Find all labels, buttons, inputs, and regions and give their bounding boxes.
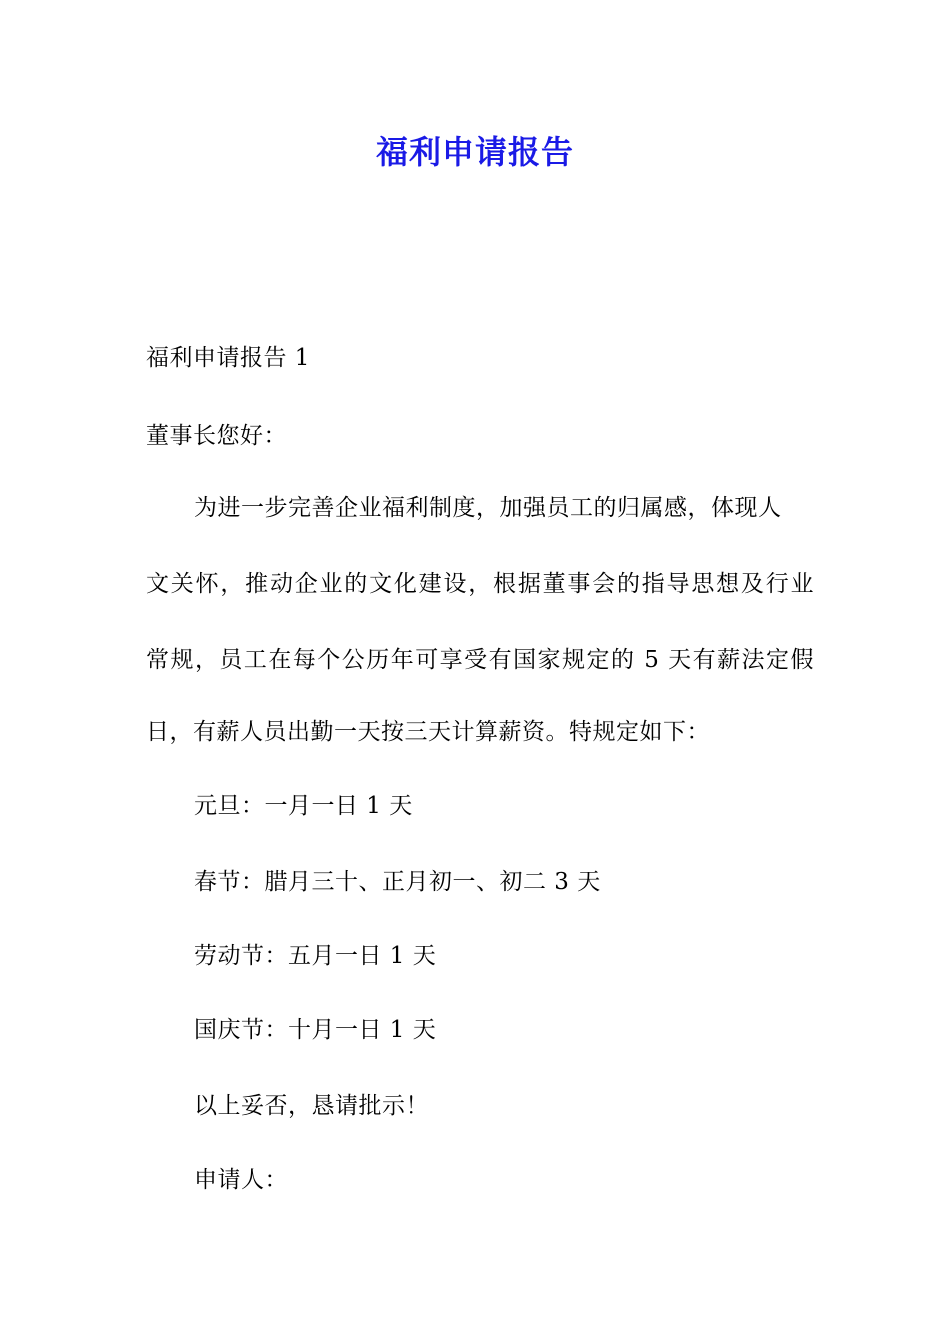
holiday-spring-festival: 春节：腊月三十、正月初一、初二 3 天: [194, 869, 601, 895]
applicant-label: 申请人：: [194, 1167, 288, 1193]
holiday-labor-day: 劳动节：五月一日 1 天: [194, 943, 437, 969]
body-line-2: 文关怀，推动企业的文化建设，根据董事会的指导思想及行业: [146, 571, 814, 597]
closing-request: 以上妥否，恳请批示！: [194, 1093, 429, 1119]
document-title: 福利申请报告: [375, 133, 574, 171]
holiday-new-year: 元旦：一月一日 1 天: [194, 793, 413, 819]
salutation: 董事长您好：: [146, 423, 287, 449]
report-heading: 福利申请报告 1: [146, 345, 310, 371]
body-line-1: 为进一步完善企业福利制度，加强员工的归属感，体现人: [194, 495, 782, 521]
body-line-4: 日，有薪人员出勤一天按三天计算薪资。特规定如下：: [146, 719, 710, 745]
body-line-3: 常规，员工在每个公历年可享受有国家规定的 5 天有薪法定假: [146, 647, 814, 673]
holiday-national-day: 国庆节：十月一日 1 天: [194, 1017, 437, 1043]
